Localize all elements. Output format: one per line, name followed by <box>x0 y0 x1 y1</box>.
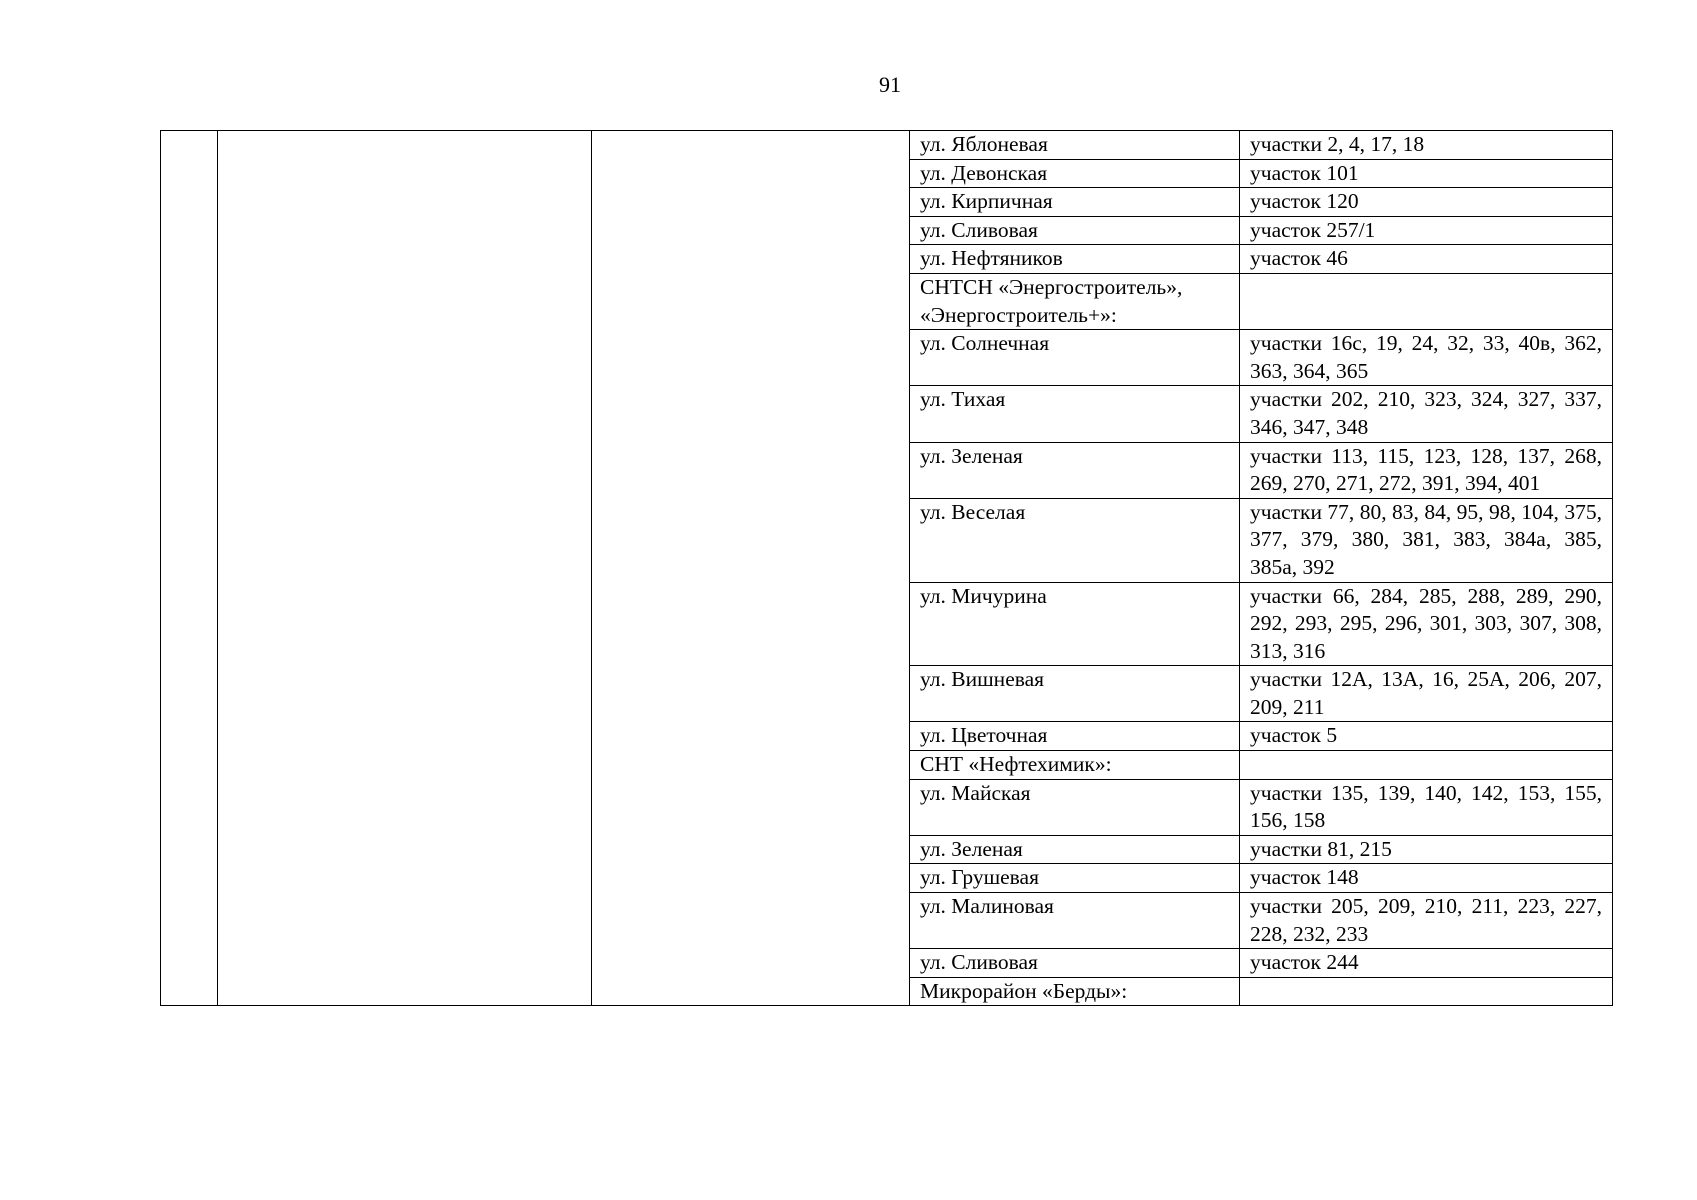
description-column-cell <box>592 131 910 1006</box>
street-cell: ул. Зеленая <box>910 442 1240 498</box>
street-cell: ул. Мичурина <box>910 582 1240 666</box>
street-cell: ул. Грушевая <box>910 864 1240 893</box>
street-cell: СНТ «Нефтехимик»: <box>910 751 1240 780</box>
plots-cell: участок 257/1 <box>1240 216 1613 245</box>
plots-cell: участок 46 <box>1240 245 1613 274</box>
street-cell: ул. Яблоневая <box>910 131 1240 160</box>
name-column-cell <box>218 131 592 1006</box>
plots-cell: участки 205, 209, 210, 211, 223, 227, 228, 232, 233 <box>1240 893 1613 949</box>
plots-cell <box>1240 273 1613 329</box>
street-cell: ул. Майская <box>910 779 1240 835</box>
street-cell: ул. Сливовая <box>910 949 1240 978</box>
street-cell: ул. Тихая <box>910 386 1240 442</box>
street-cell: ул. Девонская <box>910 159 1240 188</box>
plots-cell: участки 16с, 19, 24, 32, 33, 40в, 362, 363, 364, 365 <box>1240 330 1613 386</box>
plots-cell: участки 66, 284, 285, 288, 289, 290, 292, 293, 295, 296, 301, 303, 307, 308, 313, 316 <box>1240 582 1613 666</box>
plots-cell: участок 101 <box>1240 159 1613 188</box>
plots-cell: участки 77, 80, 83, 84, 95, 98, 104, 375, 377, 379, 380, 381, 383, 384а, 385, 385а, 392 <box>1240 498 1613 582</box>
page-number: 91 <box>879 72 901 97</box>
address-table <box>160 130 1613 1006</box>
table-row <box>161 131 1613 160</box>
street-cell: ул. Цветочная <box>910 722 1240 751</box>
number-column-cell <box>161 131 218 1006</box>
street-cell: ул. Сливовая <box>910 216 1240 245</box>
plots-cell: участки 81, 215 <box>1240 835 1613 864</box>
plots-cell: участок 5 <box>1240 722 1613 751</box>
plots-cell: участки 135, 139, 140, 142, 153, 155, 156, 158 <box>1240 779 1613 835</box>
plots-cell: участок 148 <box>1240 864 1613 893</box>
street-cell: ул. Вишневая <box>910 666 1240 722</box>
plots-cell: участок 120 <box>1240 188 1613 217</box>
street-cell: ул. Веселая <box>910 498 1240 582</box>
street-cell: ул. Солнечная <box>910 330 1240 386</box>
street-cell: Микрорайон «Берды»: <box>910 977 1240 1006</box>
plots-cell: участки 202, 210, 323, 324, 327, 337, 346, 347, 348 <box>1240 386 1613 442</box>
street-cell: ул. Малиновая <box>910 893 1240 949</box>
plots-cell <box>1240 751 1613 780</box>
table-body <box>161 131 1613 1006</box>
street-cell: ул. Нефтяников <box>910 245 1240 274</box>
plots-cell: участки 113, 115, 123, 128, 137, 268, 269, 270, 271, 272, 391, 394, 401 <box>1240 442 1613 498</box>
plots-cell: участок 244 <box>1240 949 1613 978</box>
street-cell: ул. Кирпичная <box>910 188 1240 217</box>
plots-cell <box>1240 977 1613 1006</box>
street-cell: ул. Зеленая <box>910 835 1240 864</box>
plots-cell: участки 2, 4, 17, 18 <box>1240 131 1613 160</box>
plots-cell: участки 12А, 13А, 16, 25А, 206, 207, 209, 211 <box>1240 666 1613 722</box>
street-cell: СНТСН «Энергостроитель», «Энергостроитель+»: <box>910 273 1240 329</box>
